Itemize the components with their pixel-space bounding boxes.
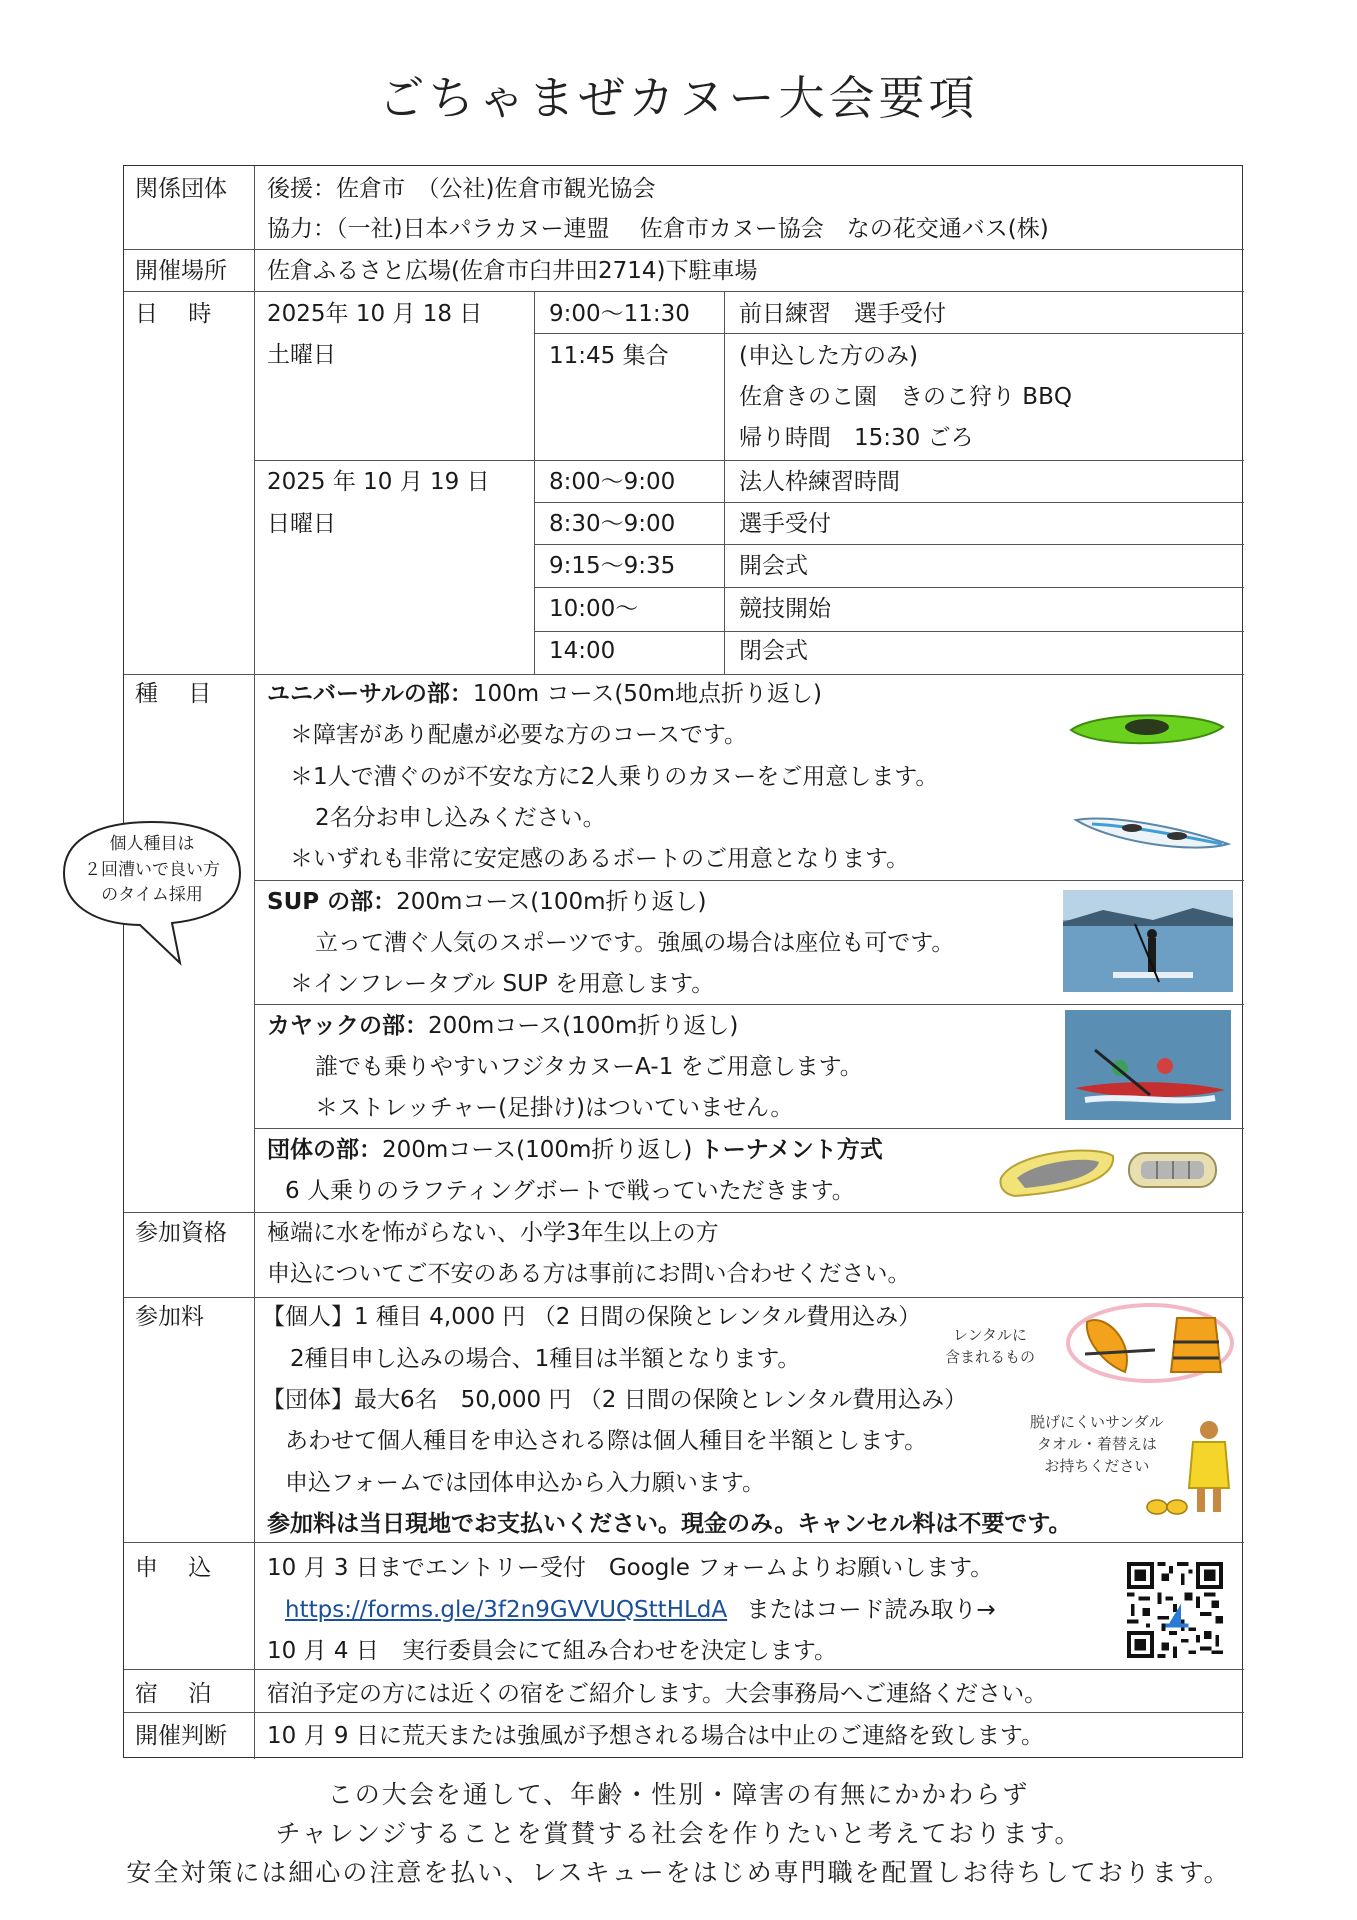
day2-date: 2025 年 10 月 19 日 (267, 469, 490, 495)
team-heading (267, 1137, 883, 1165)
apply-line-3: 10 月 4 日 実行委員会にて組み合わせを決定します。 (267, 1638, 837, 1664)
day2-desc-5: 閉会式 (739, 638, 808, 664)
label-eligibility: 参加資格 (135, 1220, 227, 1246)
universal-heading (267, 681, 822, 709)
fee-line-3: 【団体】最大6名 50,000 円 （2 日間の保険とレンタル費用込み） (262, 1387, 968, 1413)
day2-desc-1: 法人枠練習時間 (739, 469, 900, 495)
footer-line-2: チャレンジすることを賞賛する社会を作りたいと考えております。 (275, 1819, 1082, 1848)
day2-time-3: 9:15～9:35 (549, 553, 676, 579)
universal-line-1: ＊障害があり配慮が必要な方のコースです。 (290, 722, 748, 748)
label-venue: 開催場所 (135, 258, 227, 284)
day1-weekday: 土曜日 (267, 342, 336, 368)
team-course: 200mコース(100m折り返し) (382, 1137, 693, 1163)
day1-desc-2b: 佐倉きのこ園 きのこ狩り BBQ (739, 384, 1072, 410)
team-format: トーナメント方式 (699, 1137, 883, 1163)
org-cooperation: 協力：（一社)日本パラカヌー連盟 佐倉市カヌー協会 なの花交通バス(株) (267, 216, 1049, 242)
kayak-line-2: ＊ストレッチャー(足掛け)はついていません。 (315, 1095, 794, 1121)
universal-line-3: 2名分お申し込みください。 (315, 805, 606, 831)
kayak-title: カヤックの部： (267, 1013, 428, 1039)
universal-course: 100m コース(50m地点折り返し) (472, 681, 822, 707)
team-line-1: 6 人乗りのラフティングボートで戦っていただきます。 (285, 1178, 855, 1204)
sup-title: SUP の部： (267, 889, 397, 915)
venue-value: 佐倉ふるさと広場(佐倉市臼井田2714)下駐車場 (267, 258, 758, 284)
day1-desc-2c: 帰り時間 15:30 ごろ (739, 425, 974, 451)
footer-line-3: 安全対策には細心の注意を払い、レスキューをはじめ専門職を配置しお待ちしております。 (126, 1858, 1231, 1887)
bring-note: 脱げにくいサンダル タオル・着替えは お持ちください (1030, 1413, 1164, 1475)
lodging-value: 宿泊予定の方には近くの宿をご紹介します。大会事務局へご連絡ください。 (267, 1681, 1048, 1707)
fee-line-1: 【個人】1 種目 4,000 円 （2 日間の保険とレンタル費用込み） (262, 1304, 922, 1330)
day2-weekday: 日曜日 (267, 511, 336, 537)
universal-title: ユニバーサルの部： (267, 681, 473, 707)
day1-date: 2025年 10 月 18 日 (267, 301, 483, 327)
green-kayak-image (1067, 705, 1227, 755)
day2-time-2: 8:30～9:00 (549, 511, 676, 537)
day2-desc-4: 競技開始 (739, 596, 831, 622)
universal-line-4: ＊いずれも非常に安定感のあるボートのご用意となります。 (290, 846, 910, 872)
sandals-image (1145, 1495, 1189, 1519)
day2-time-1: 8:00～9:00 (549, 469, 676, 495)
day2-time-5: 14:00 (549, 638, 616, 664)
apply-line-1: 10 月 3 日までエントリー受付 Google フォームよりお願いします。 (267, 1555, 994, 1581)
fee-line-5: 申込フォームでは団体申込から入力願います。 (285, 1470, 766, 1496)
apply-link-suffix: またはコード読み取り→ (746, 1597, 996, 1623)
sup-photo (1063, 890, 1233, 992)
label-apply: 申 込 (135, 1555, 212, 1581)
sup-course: 200mコース(100m折り返し) (396, 889, 707, 915)
day2-desc-3: 開会式 (739, 553, 808, 579)
label-date: 日 時 (135, 301, 212, 327)
org-support: 後援：佐倉市 （公社)佐倉市観光協会 (267, 176, 656, 202)
rental-items-image (1065, 1302, 1235, 1384)
label-events: 種 目 (135, 681, 212, 707)
kayak-race-photo (1065, 1010, 1231, 1120)
decision-value: 10 月 9 日に荒天または強風が予想される場合は中止のご連絡を致します。 (267, 1723, 1044, 1749)
day1-time-2: 11:45 集合 (549, 343, 669, 369)
fee-line-2: 2種目申し込みの場合、1種目は半額となります。 (290, 1346, 801, 1372)
sup-heading (267, 889, 707, 917)
day2-time-4: 10:00～ (549, 596, 639, 622)
page-title: ごちゃまぜカヌー大会要項 (378, 71, 979, 125)
bubble-text: 個人種目は ２回漕いで良い方 のタイム採用 (84, 834, 220, 905)
label-org: 関係団体 (135, 176, 227, 202)
eligibility-line-1: 極端に水を怖がらない、小学3年生以上の方 (267, 1220, 719, 1246)
day2-desc-2: 選手受付 (739, 511, 831, 537)
qr-code-image[interactable] (1127, 1562, 1223, 1658)
tandem-kayak-image (1072, 800, 1232, 860)
label-fee: 参加料 (135, 1304, 204, 1330)
label-lodging: 宿 泊 (135, 1681, 212, 1707)
raft-image-2 (1125, 1145, 1220, 1195)
fee-bold-line: 参加料は当日現地でお支払いください。現金のみ。キャンセル料は不要です。 (267, 1511, 1072, 1537)
rental-note: レンタルに 含まれるもの (945, 1326, 1036, 1366)
day1-desc-1: 前日練習 選手受付 (739, 301, 946, 327)
label-decision: 開催判断 (135, 1723, 227, 1749)
day1-desc-2a: (申込した方のみ) (739, 343, 918, 369)
kayak-line-1: 誰でも乗りやすいフジタカヌーA-1 をご用意します。 (315, 1054, 863, 1080)
fee-line-4: あわせて個人種目を申込される際は個人種目を半額とします。 (285, 1428, 928, 1454)
raft-image-1 (995, 1132, 1120, 1204)
eligibility-line-2: 申込についてご不安のある方は事前にお問い合わせください。 (267, 1261, 911, 1287)
person-towel-image (1185, 1418, 1233, 1516)
footer-line-1: この大会を通して、年齢・性別・障害の有無にかかわらず (327, 1780, 1030, 1809)
kayak-heading (267, 1013, 738, 1041)
kayak-course: 200mコース(100m折り返し) (428, 1013, 739, 1039)
day1-time-1: 9:00～11:30 (549, 301, 690, 327)
apply-form-link[interactable]: https://forms.gle/3f2n9GVVUQSttHLdA (285, 1597, 728, 1623)
sup-line-1: 立って漕ぐ人気のスポーツです。強風の場合は座位も可です。 (315, 930, 955, 956)
sup-line-2: ＊インフレータブル SUP を用意します。 (290, 971, 715, 997)
team-title: 団体の部： (267, 1137, 382, 1163)
universal-line-2: ＊1人で漕ぐのが不安な方に2人乗りのカヌーをご用意します。 (290, 764, 939, 790)
